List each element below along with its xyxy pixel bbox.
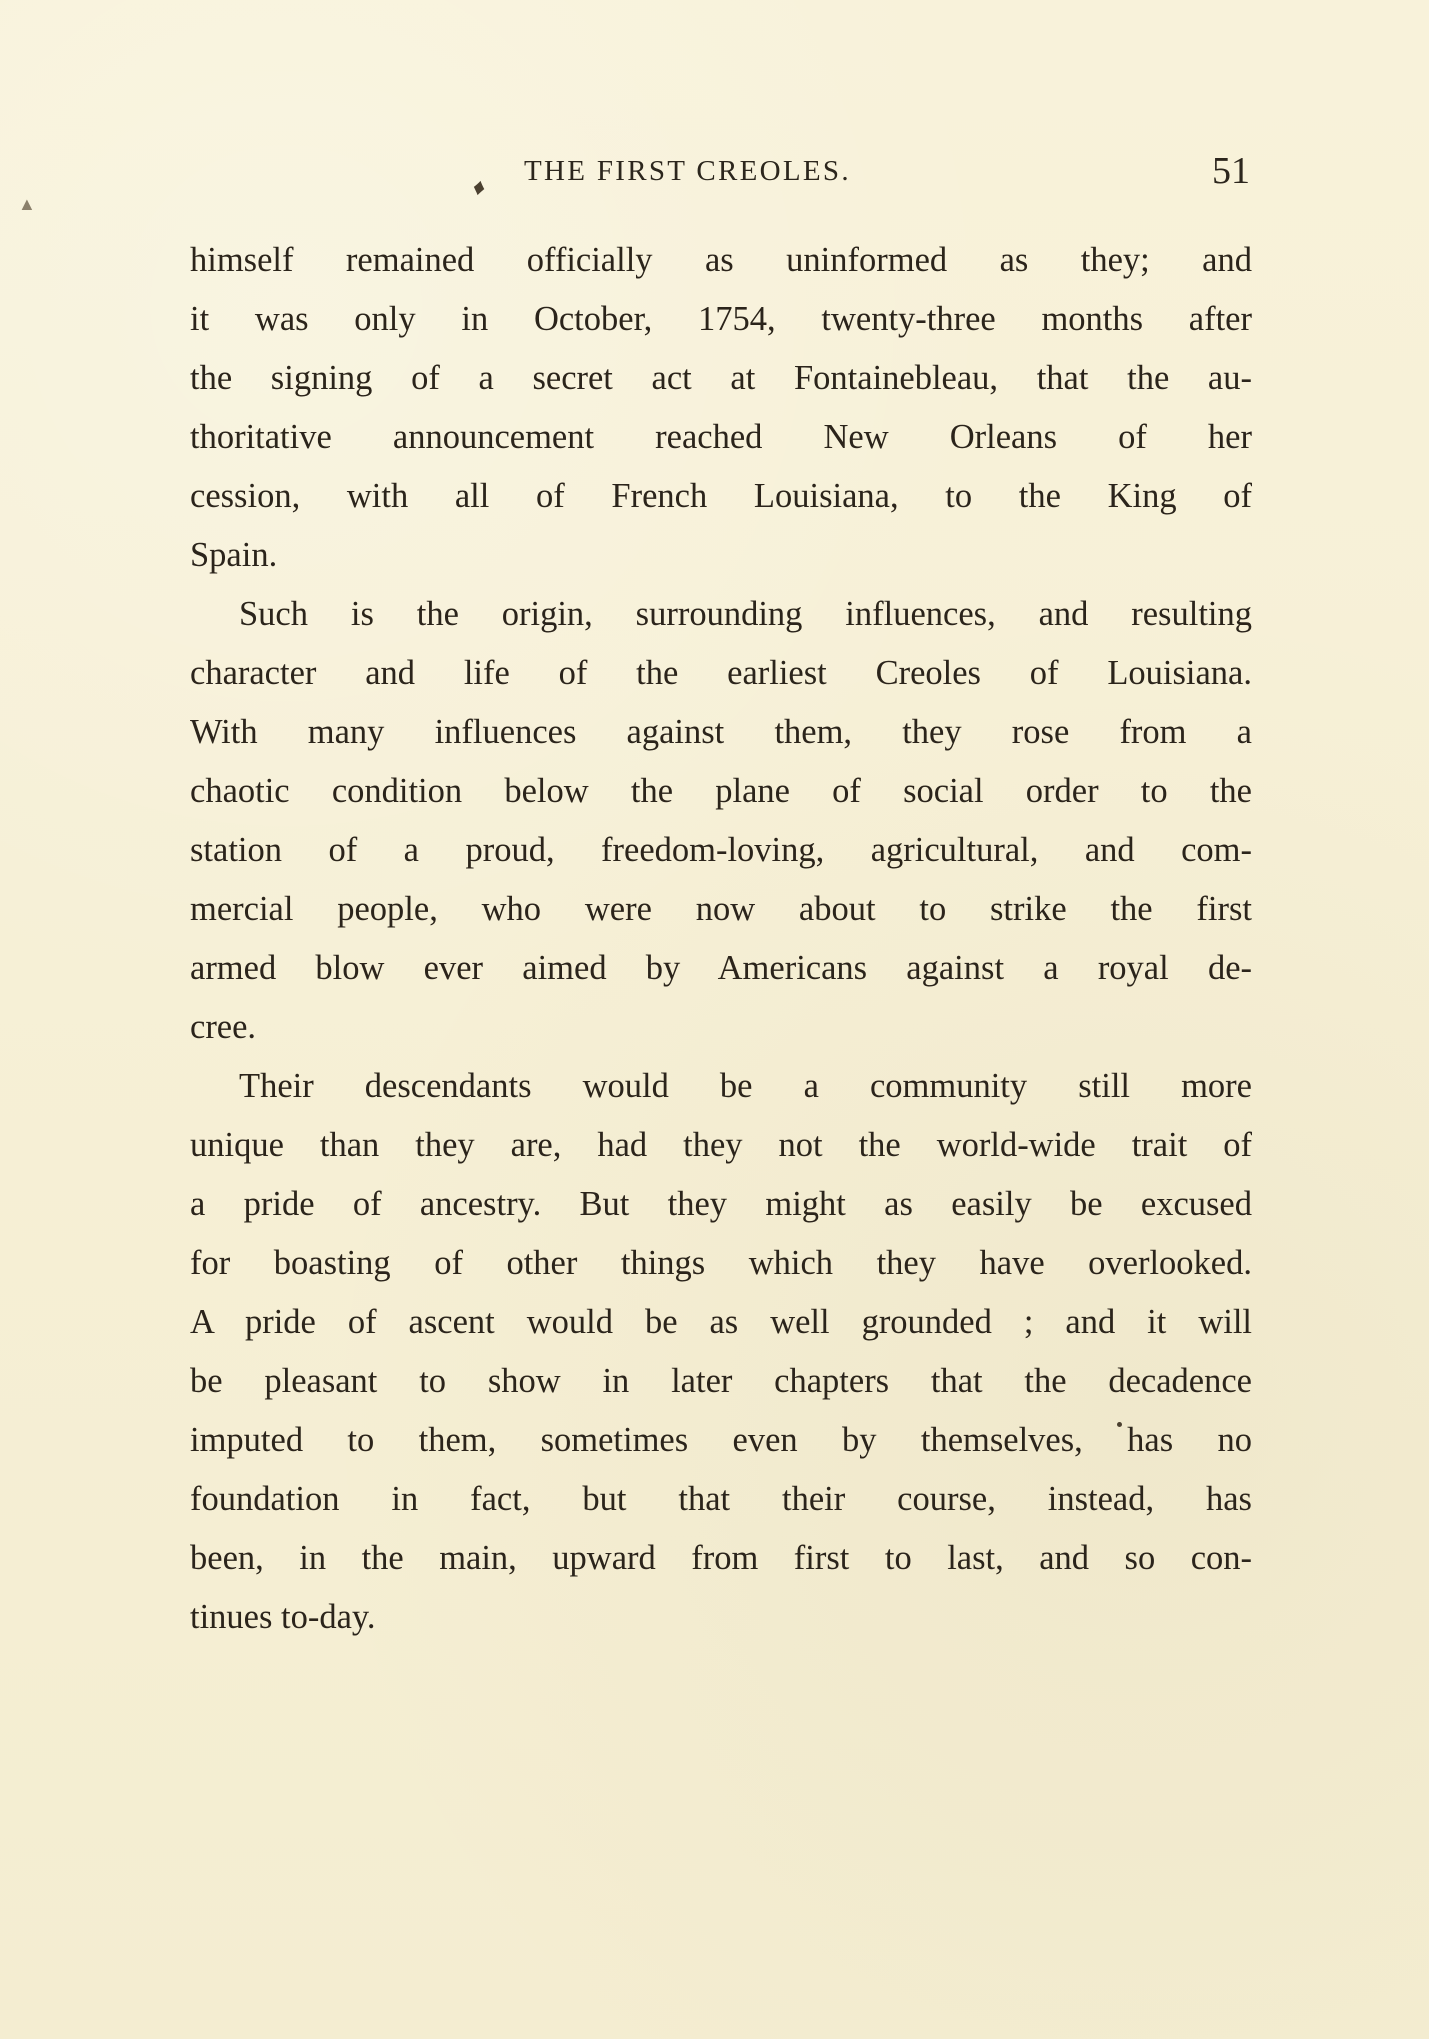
text-line: tinues to-day. bbox=[190, 1598, 376, 1636]
text-line: Spain. bbox=[190, 536, 278, 574]
text-line: mercial people, who were now about to strike the first bbox=[190, 890, 1252, 928]
text-line: Their descendants would be a community still more bbox=[239, 1067, 1252, 1105]
text-line: thoritative announcement reached New Orleans of her bbox=[190, 418, 1252, 456]
text-line: chaotic condition below the plane of social order to the bbox=[190, 772, 1252, 810]
text-line: cree. bbox=[190, 1008, 257, 1046]
text-line: Such is the origin, surrounding influences, and resulting bbox=[239, 595, 1252, 633]
text-line: armed blow ever aimed by Americans against a royal de- bbox=[190, 949, 1252, 987]
text-line: himself remained officially as uninformed as they; and bbox=[190, 241, 1252, 279]
text-line: A pride of ascent would be as well grounded ; and it will bbox=[190, 1303, 1252, 1341]
running-header bbox=[190, 147, 1250, 195]
body-text bbox=[190, 231, 1252, 1647]
text-line: been, in the main, upward from first to last, and so con- bbox=[190, 1539, 1252, 1577]
text-line: imputed to them, sometimes even by themselves, has no bbox=[190, 1421, 1252, 1459]
running-title: THE FIRST CREOLES. bbox=[524, 155, 851, 187]
margin-triangle-mark: ▲ bbox=[18, 194, 36, 214]
text-line: character and life of the earliest Creoles of Louisiana. bbox=[190, 654, 1252, 692]
text-line: be pleasant to show in later chapters that the decadence bbox=[190, 1362, 1252, 1400]
text-line: the signing of a secret act at Fontainebleau, that the au- bbox=[190, 359, 1252, 397]
text-line: unique than they are, had they not the world-wide trait of bbox=[190, 1126, 1252, 1164]
text-line: for boasting of other things which they have overlooked. bbox=[190, 1244, 1252, 1282]
text-line: station of a proud, freedom-loving, agricultural, and com- bbox=[190, 831, 1252, 869]
text-line: it was only in October, 1754, twenty-three months after bbox=[190, 300, 1252, 338]
text-line: With many influences against them, they rose from a bbox=[190, 713, 1252, 751]
text-line: cession, with all of French Louisiana, to the King of bbox=[190, 477, 1252, 515]
page-number: 51 bbox=[1212, 150, 1250, 192]
text-line: foundation in fact, but that their course, instead, has bbox=[190, 1480, 1252, 1518]
printers-mark: ♦ bbox=[470, 174, 488, 202]
text-line: a pride of ancestry. But they might as easily be excused bbox=[190, 1185, 1252, 1223]
